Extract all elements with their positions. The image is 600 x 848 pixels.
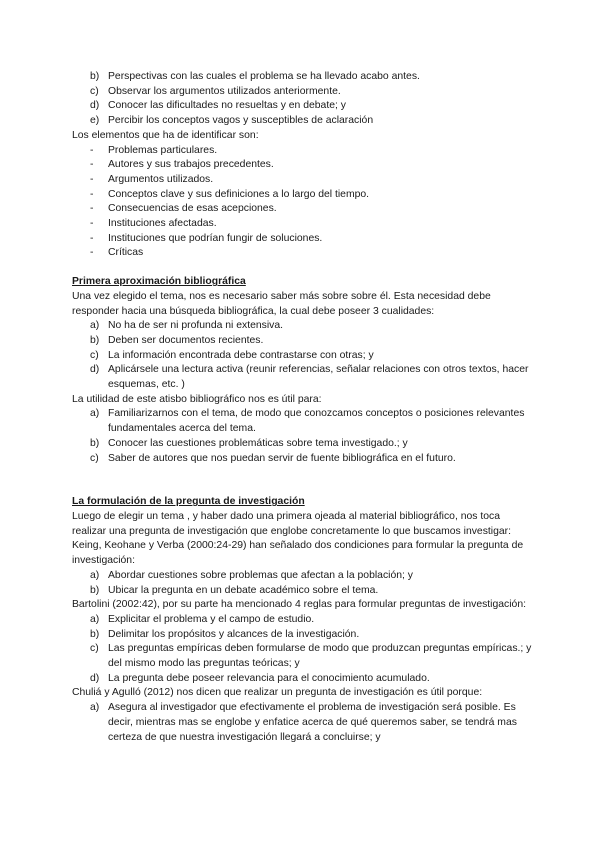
elements-list [72, 144, 534, 262]
list-item: b) Deben ser documentos recientes. [90, 334, 264, 346]
list-top [72, 70, 534, 129]
list-item: - Conceptos clave y sus definiciones a lo largo del tiempo. [90, 188, 370, 200]
qualities-list [72, 319, 534, 393]
section-heading-bibliografica: Primera aproximación bibliográfica [72, 276, 246, 288]
paragraph: Keing, Keohane y Verba (2000:24-29) han señalado dos condiciones para formular la pregunta de investigación: [72, 540, 524, 567]
bartolini-list [72, 613, 534, 687]
list-item: a) Asegura al investigador que efectivamente el problema de investigación será posible. Es decir, mientras mas se englobe y enfatice acerca de qué queremos saber, se tendrá mas certeza de que nuestra investigación llegará a concluirse; y [90, 702, 517, 743]
list-item: - Problemas particulares. [90, 144, 218, 156]
keing-list [72, 569, 534, 598]
elements-intro: Los elementos que ha de identificar son: [72, 129, 259, 141]
list-item: c) Las preguntas empíricas deben formularse de modo que produzcan preguntas empíricas.; y del mismo modo las preguntas teóricas; y [90, 643, 532, 670]
paragraph: Chuliá y Agulló (2012) nos dicen que realizar un pregunta de investigación es útil porque: [72, 687, 483, 699]
list-item: b) Perspectivas con las cuales el problema se ha llevado acabo antes. [90, 71, 420, 82]
list-item: d) La pregunta debe poseer relevancia para el conocimiento acumulado. [90, 672, 430, 684]
chulia-list [72, 701, 534, 745]
list-item: c) Observar los argumentos utilizados anteriormente. [90, 85, 341, 97]
list-item: b) Ubicar la pregunta en un debate académico sobre el tema. [90, 584, 379, 596]
utility-list [72, 407, 534, 466]
list-item: - Instituciones afectadas. [90, 218, 217, 230]
section-heading-pregunta: La formulación de la pregunta de investigación [72, 496, 305, 508]
list-item: a) No ha de ser ni profunda ni extensiva. [90, 320, 284, 332]
page-content [72, 70, 534, 745]
list-item: b) Delimitar los propósitos y alcances de la investigación. [90, 628, 360, 640]
list-item: a) Abordar cuestiones sobre problemas que afectan a la población; y [90, 569, 413, 581]
list-item: a) Familiarizarnos con el tema, de modo que conozcamos conceptos o posiciones relevantes fundamentales acerca del tema. [90, 408, 525, 435]
paragraph: Luego de elegir un tema , y haber dado una primera ojeada al material bibliográfico, nos toca realizar una pregunta de investigación que englobe concretamente lo que buscamos investigar: [72, 510, 511, 537]
list-item: - Críticas [90, 247, 144, 259]
list-item: c) Saber de autores que nos puedan servir de fuente bibliográfica en el futuro. [90, 452, 456, 464]
list-item: - Argumentos utilizados. [90, 173, 214, 185]
paragraph: La utilidad de este atisbo bibliográfico nos es útil para: [72, 393, 322, 405]
list-item: - Consecuencias de esas acepciones. [90, 203, 277, 215]
paragraph: Una vez elegido el tema, nos es necesario saber más sobre sobre él. Esta necesidad debe responder hacia una búsqueda bibliográfica, la cual debe poseer 3 cualidades: [72, 290, 491, 317]
list-item: d) Aplicársele una lectura activa (reunir referencias, señalar relaciones con otros textos, hacer esquemas, etc. ) [90, 364, 529, 391]
list-item: - Instituciones que podrían fungir de soluciones. [90, 232, 323, 244]
list-item: e) Percibir los conceptos vagos y susceptibles de aclaración [90, 115, 374, 127]
list-item: d) Conocer las dificultades no resueltas y en debate; y [90, 100, 346, 112]
list-item: c) La información encontrada debe contrastarse con otras; y [90, 349, 374, 361]
paragraph: Bartolini (2002:42), por su parte ha mencionado 4 reglas para formular preguntas de investigación: [72, 599, 526, 611]
list-item: - Autores y sus trabajos precedentes. [90, 159, 274, 171]
list-item: b) Conocer las cuestiones problemáticas sobre tema investigado.; y [90, 437, 408, 449]
list-item: a) Explicitar el problema y el campo de estudio. [90, 613, 315, 625]
